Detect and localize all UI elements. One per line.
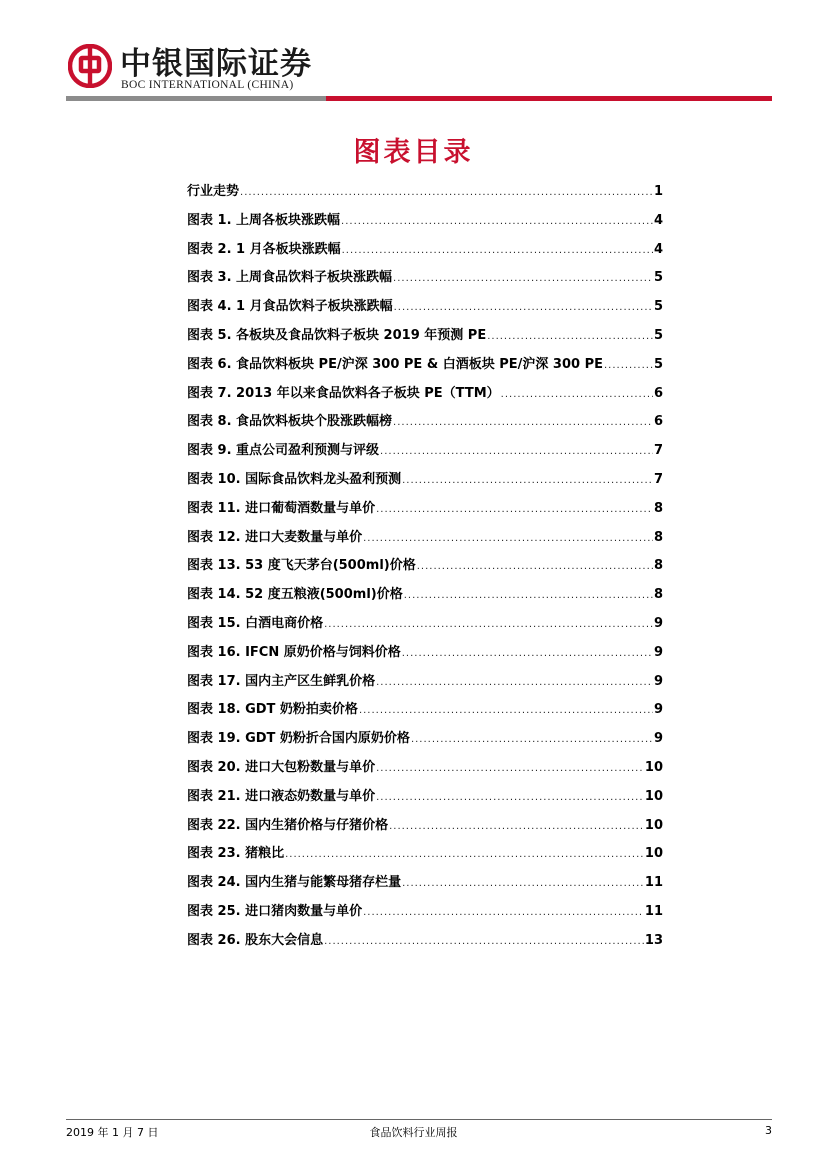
- toc-dot-leader: [341, 208, 653, 236]
- toc-entry-title: 图表 14. 52 度五粮液(500ml)价格: [187, 587, 403, 603]
- toc-entry[interactable]: [187, 351, 663, 380]
- toc-entry-page: 7: [653, 443, 663, 459]
- toc-entry-title: 图表 23. 猪粮比: [187, 846, 285, 862]
- toc-dot-leader: [402, 870, 644, 898]
- toc-entry-title: 图表 15. 白酒电商价格: [187, 615, 324, 631]
- toc-entry-title: 图表 6. 食品饮料板块 PE/沪深 300 PE & 白酒板块 PE/沪深 300 PE: [187, 356, 603, 372]
- toc-entry-title: 图表 17. 国内主产区生鲜乳价格: [187, 673, 376, 689]
- toc-entry-title: 图表 13. 53 度飞天茅台(500ml)价格: [187, 558, 416, 574]
- toc-entry[interactable]: [187, 495, 663, 524]
- header-rule-grey: [66, 96, 326, 101]
- toc-entry-page: 10: [644, 817, 663, 833]
- toc-entry-page: 9: [653, 644, 663, 660]
- toc-entry-page: 1: [653, 184, 663, 199]
- toc-entry-title: 图表 12. 进口大麦数量与单价: [187, 529, 363, 545]
- toc-dot-leader: [402, 640, 653, 668]
- toc-entry[interactable]: [187, 696, 663, 725]
- toc-entry[interactable]: [187, 264, 663, 293]
- toc-entry-title: 图表 25. 进口猪肉数量与单价: [187, 903, 363, 919]
- toc-entry-title: 图表 8. 食品饮料板块个股涨跌幅榜: [187, 414, 393, 430]
- toc-entry[interactable]: [187, 207, 663, 236]
- toc-dot-leader: [389, 813, 644, 841]
- toc-entry[interactable]: [187, 927, 663, 956]
- toc-dot-leader: [376, 669, 653, 697]
- toc-dot-leader: [393, 265, 653, 293]
- toc-entry[interactable]: [187, 466, 663, 495]
- brand-name-en: BOC INTERNATIONAL (CHINA): [121, 79, 294, 91]
- toc-dot-leader: [417, 553, 653, 581]
- toc-dot-leader: [393, 409, 653, 437]
- toc-dot-leader: [604, 352, 653, 380]
- toc-entry[interactable]: [187, 610, 663, 639]
- toc-dot-leader: [363, 899, 644, 927]
- toc-entry-page: 7: [653, 471, 663, 487]
- table-of-contents: [187, 178, 663, 956]
- toc-entry-title: 图表 4. 1 月食品饮料子板块涨跌幅: [187, 299, 393, 315]
- toc-dot-leader: [363, 525, 653, 553]
- toc-entry-page: 4: [653, 241, 663, 257]
- toc-dot-leader: [240, 179, 653, 207]
- toc-entry[interactable]: [187, 178, 663, 207]
- toc-dot-leader: [342, 237, 653, 265]
- toc-entry-page: 13: [644, 932, 663, 948]
- toc-entry-page: 8: [653, 529, 663, 545]
- toc-entry-title: 图表 10. 国际食品饮料龙头盈利预测: [187, 471, 402, 487]
- toc-entry[interactable]: [187, 840, 663, 869]
- toc-entry-title: 图表 9. 重点公司盈利预测与评级: [187, 443, 380, 459]
- toc-entry[interactable]: [187, 668, 663, 697]
- toc-entry-title: 图表 21. 进口液态奶数量与单价: [187, 788, 376, 804]
- toc-entry-page: 5: [653, 356, 663, 372]
- toc-entry[interactable]: [187, 869, 663, 898]
- toc-entry[interactable]: [187, 754, 663, 783]
- toc-entry-page: 10: [644, 846, 663, 862]
- toc-entry[interactable]: [187, 437, 663, 466]
- toc-entry[interactable]: [187, 783, 663, 812]
- page-title: 图表目录: [353, 137, 474, 168]
- toc-dot-leader: [404, 582, 653, 610]
- toc-entry-page: 5: [653, 270, 663, 286]
- toc-entry-title: 图表 20. 进口大包粉数量与单价: [187, 759, 376, 775]
- toc-entry-page: 9: [653, 702, 663, 718]
- toc-entry[interactable]: [187, 236, 663, 265]
- toc-entry[interactable]: [187, 408, 663, 437]
- toc-entry[interactable]: [187, 380, 663, 409]
- toc-entry-page: 9: [653, 673, 663, 689]
- header-rule-red: [326, 96, 772, 101]
- toc-entry-title: 图表 7. 2013 年以来食品饮料各子板块 PE（TTM）: [187, 385, 500, 401]
- toc-entry-page: 8: [653, 500, 663, 516]
- toc-entry-page: 9: [653, 615, 663, 631]
- toc-entry-page: 5: [653, 299, 663, 315]
- toc-dot-leader: [411, 726, 653, 754]
- toc-entry-page: 6: [653, 414, 663, 430]
- toc-entry-title: 行业走势: [187, 184, 240, 199]
- footer-rule: [66, 1119, 772, 1120]
- boc-logo-icon: [68, 44, 112, 88]
- footer-report-title: 食品饮料行业周报: [369, 1126, 458, 1139]
- toc-dot-leader: [359, 697, 653, 725]
- toc-entry-title: 图表 2. 1 月各板块涨跌幅: [187, 241, 341, 257]
- toc-dot-leader: [402, 467, 653, 495]
- toc-dot-leader: [380, 438, 653, 466]
- toc-dot-leader: [394, 294, 653, 322]
- toc-dot-leader: [376, 784, 644, 812]
- toc-dot-leader: [501, 381, 653, 409]
- brand-name-cn: 中银国际证券: [120, 46, 312, 82]
- toc-entry-page: 5: [653, 327, 663, 343]
- toc-entry-title: 图表 24. 国内生猪与能繁母猪存栏量: [187, 875, 402, 891]
- toc-entry-page: 11: [644, 903, 663, 919]
- toc-entry-title: 图表 16. IFCN 原奶价格与饲料价格: [187, 644, 401, 660]
- toc-entry[interactable]: [187, 552, 663, 581]
- toc-entry-title: 图表 5. 各板块及食品饮料子板块 2019 年预测 PE: [187, 327, 487, 343]
- toc-dot-leader: [487, 323, 653, 351]
- toc-dot-leader: [376, 496, 653, 524]
- toc-entry-title: 图表 1. 上周各板块涨跌幅: [187, 212, 341, 228]
- toc-dot-leader: [376, 755, 644, 783]
- toc-entry[interactable]: [187, 293, 663, 322]
- toc-entry-page: 10: [644, 788, 663, 804]
- toc-entry-title: 图表 19. GDT 奶粉折合国内原奶价格: [187, 731, 410, 747]
- toc-entry-title: 图表 22. 国内生猪价格与仔猪价格: [187, 817, 389, 833]
- toc-entry[interactable]: [187, 812, 663, 841]
- toc-entry-page: 6: [653, 385, 663, 401]
- toc-entry-page: 10: [644, 759, 663, 775]
- toc-entry[interactable]: [187, 725, 663, 754]
- toc-entry-title: 图表 18. GDT 奶粉拍卖价格: [187, 702, 358, 718]
- toc-entry-page: 4: [653, 212, 663, 228]
- toc-entry-title: 图表 26. 股东大会信息: [187, 932, 324, 948]
- toc-entry[interactable]: [187, 898, 663, 927]
- toc-entry-page: 8: [653, 587, 663, 603]
- toc-entry[interactable]: [187, 639, 663, 668]
- toc-entry[interactable]: [187, 581, 663, 610]
- footer-date: 2019 年 1 月 7 日: [66, 1126, 159, 1139]
- toc-entry[interactable]: [187, 322, 663, 351]
- toc-entry-title: 图表 3. 上周食品饮料子板块涨跌幅: [187, 270, 393, 286]
- toc-entry-page: 8: [653, 558, 663, 574]
- footer-page-number: 3: [765, 1124, 772, 1137]
- toc-entry-page: 11: [644, 875, 663, 891]
- toc-entry[interactable]: [187, 524, 663, 553]
- toc-entry-title: 图表 11. 进口葡萄酒数量与单价: [187, 500, 376, 516]
- toc-dot-leader: [285, 841, 644, 869]
- toc-dot-leader: [324, 611, 653, 639]
- toc-dot-leader: [324, 928, 644, 956]
- toc-entry-page: 9: [653, 731, 663, 747]
- page-header: [0, 0, 827, 104]
